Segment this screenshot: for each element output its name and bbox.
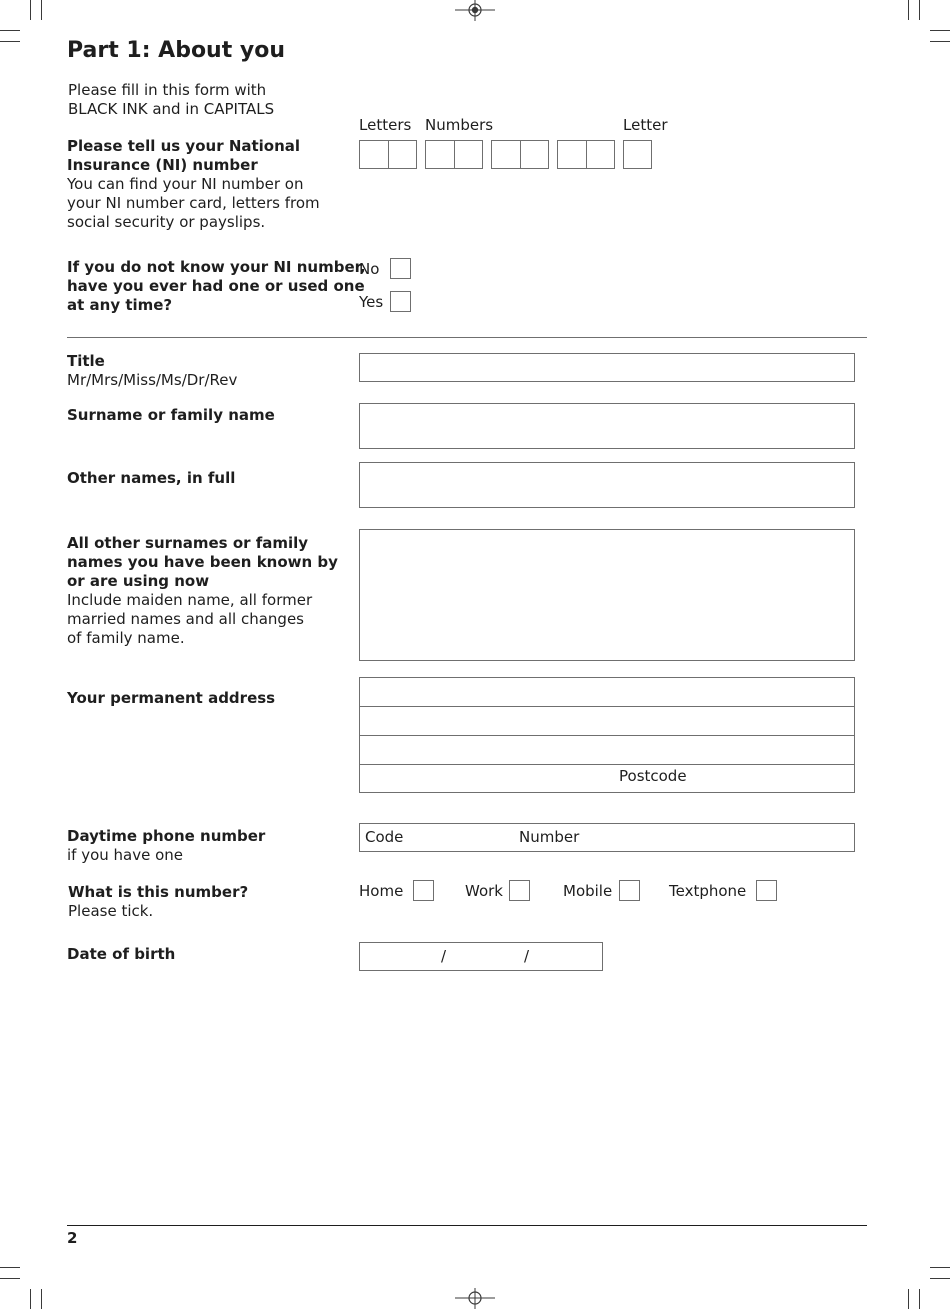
address-label: Your permanent address: [67, 689, 276, 707]
address-line-divider: [360, 735, 854, 736]
ni-char-box[interactable]: [359, 140, 389, 169]
phone-input[interactable]: [359, 823, 855, 852]
footer-rule: [67, 1225, 867, 1226]
surname-input[interactable]: [359, 403, 855, 449]
ni-unknown-question: If you do not know your NI number, have you ever had one or used one at any time?: [67, 258, 366, 314]
ni-no-label: No: [359, 260, 380, 278]
option-textphone-label: Textphone: [669, 882, 747, 900]
dob-label: Date of birth: [67, 945, 176, 963]
registration-mark-top: [455, 0, 495, 22]
option-work-label: Work: [465, 882, 503, 900]
ni-char-box[interactable]: [623, 140, 652, 169]
ni-yes-checkbox[interactable]: [390, 291, 411, 312]
textphone-checkbox[interactable]: [756, 880, 777, 901]
section-divider: [67, 337, 867, 338]
title-field-label: Title Mr/Mrs/Miss/Ms/Dr/Rev: [67, 352, 238, 389]
number-type-label: What is this number? Please tick.: [68, 883, 249, 920]
ni-no-checkbox[interactable]: [390, 258, 411, 279]
title-input[interactable]: [359, 353, 855, 382]
phone-code-label: Code: [365, 828, 404, 846]
dob-input[interactable]: [359, 942, 603, 971]
ni-number-label: Please tell us your National Insurance (NI) number You can find your NI number on your NI number card, letters from social security or payslips.: [67, 137, 320, 231]
address-line-divider: [360, 706, 854, 707]
ni-char-box[interactable]: [557, 140, 587, 169]
postcode-label: Postcode: [619, 767, 687, 785]
ni-char-box[interactable]: [425, 140, 455, 169]
dob-separator: /: [524, 947, 530, 965]
ni-char-box[interactable]: [388, 140, 417, 169]
other-names-input[interactable]: [359, 462, 855, 508]
registration-mark-bottom: [455, 1288, 495, 1309]
dob-separator: /: [441, 947, 447, 965]
option-mobile-label: Mobile: [563, 882, 613, 900]
address-input[interactable]: [359, 677, 855, 793]
home-checkbox[interactable]: [413, 880, 434, 901]
other-surnames-label: All other surnames or family names you have been known by or are using now Include maiden name, all former married names and all changes of family name.: [67, 534, 338, 647]
page-title: Part 1: About you: [67, 38, 286, 63]
form-instruction: Please fill in this form with BLACK INK and in CAPITALS: [68, 81, 275, 118]
work-checkbox[interactable]: [509, 880, 530, 901]
surname-label: Surname or family name: [67, 406, 275, 424]
ni-char-box[interactable]: [491, 140, 521, 169]
mobile-checkbox[interactable]: [619, 880, 640, 901]
ni-yes-label: Yes: [359, 293, 384, 311]
ni-char-box[interactable]: [454, 140, 483, 169]
ni-letter-heading: Letter: [623, 116, 668, 134]
ni-char-box[interactable]: [586, 140, 615, 169]
page-number: 2: [67, 1229, 78, 1247]
ni-char-box[interactable]: [520, 140, 549, 169]
other-names-label: Other names, in full: [67, 469, 236, 487]
phone-label: Daytime phone number if you have one: [67, 827, 266, 864]
phone-number-label: Number: [519, 828, 580, 846]
ni-letters-heading: Letters: [359, 116, 412, 134]
ni-numbers-heading: Numbers: [425, 116, 494, 134]
other-surnames-input[interactable]: [359, 529, 855, 661]
option-home-label: Home: [359, 882, 404, 900]
address-line-divider: [360, 764, 854, 765]
